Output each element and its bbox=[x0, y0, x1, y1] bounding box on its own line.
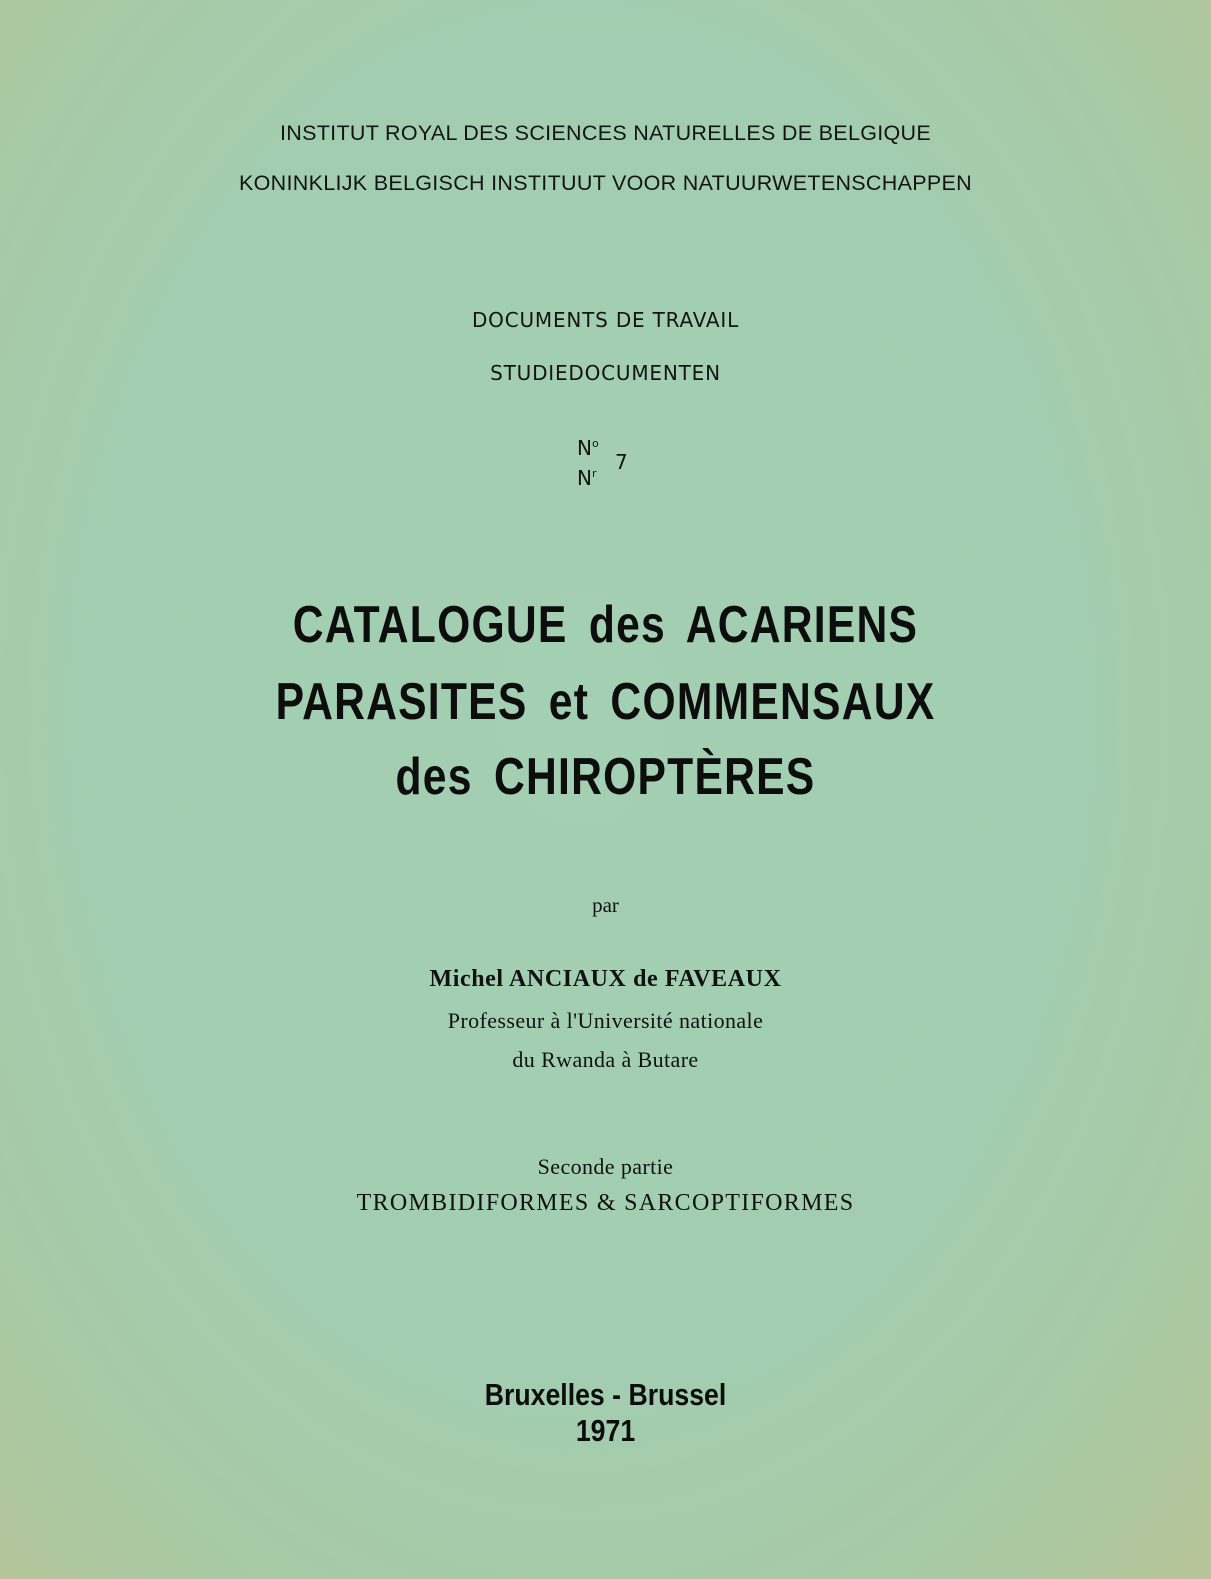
number-value: 7 bbox=[615, 450, 628, 474]
title-line-3: des CHIROPTÈRES bbox=[395, 748, 816, 806]
part-label: Seconde partie bbox=[537, 1154, 674, 1179]
part-orders: TROMBIDIFORMES & SARCOPTIFORMES bbox=[356, 1190, 855, 1216]
institution-name-fr: INSTITUT ROYAL DES SCIENCES NATURELLES DE BELGIQUE bbox=[280, 121, 931, 145]
imprint-place: Bruxelles - Brussel bbox=[484, 1377, 727, 1412]
author-affiliation-2: du Rwanda à Butare bbox=[512, 1047, 699, 1072]
author-name: Michel ANCIAUX de FAVEAUX bbox=[429, 966, 782, 992]
author-affiliation-1: Professeur à l'Université nationale bbox=[447, 1008, 764, 1033]
number-label-fr: $N^o$ bbox=[577, 436, 599, 460]
title-line-1: CATALOGUE des ACARIENS bbox=[292, 596, 919, 654]
series-title-fr: DOCUMENTS DE TRAVAIL bbox=[471, 308, 740, 332]
byline-par: par bbox=[592, 893, 619, 917]
institution-name-nl: KONINKLIJK BELGISCH INSTITUUT VOOR NATUURWETENSCHAPPEN bbox=[239, 171, 972, 195]
series-title-nl: STUDIEDOCUMENTEN bbox=[490, 361, 721, 385]
series-number bbox=[577, 436, 647, 496]
imprint-year: 1971 bbox=[575, 1413, 636, 1448]
title-line-2: PARASITES et COMMENSAUX bbox=[275, 673, 936, 731]
number-label-nl: $N^r$ bbox=[577, 466, 597, 490]
